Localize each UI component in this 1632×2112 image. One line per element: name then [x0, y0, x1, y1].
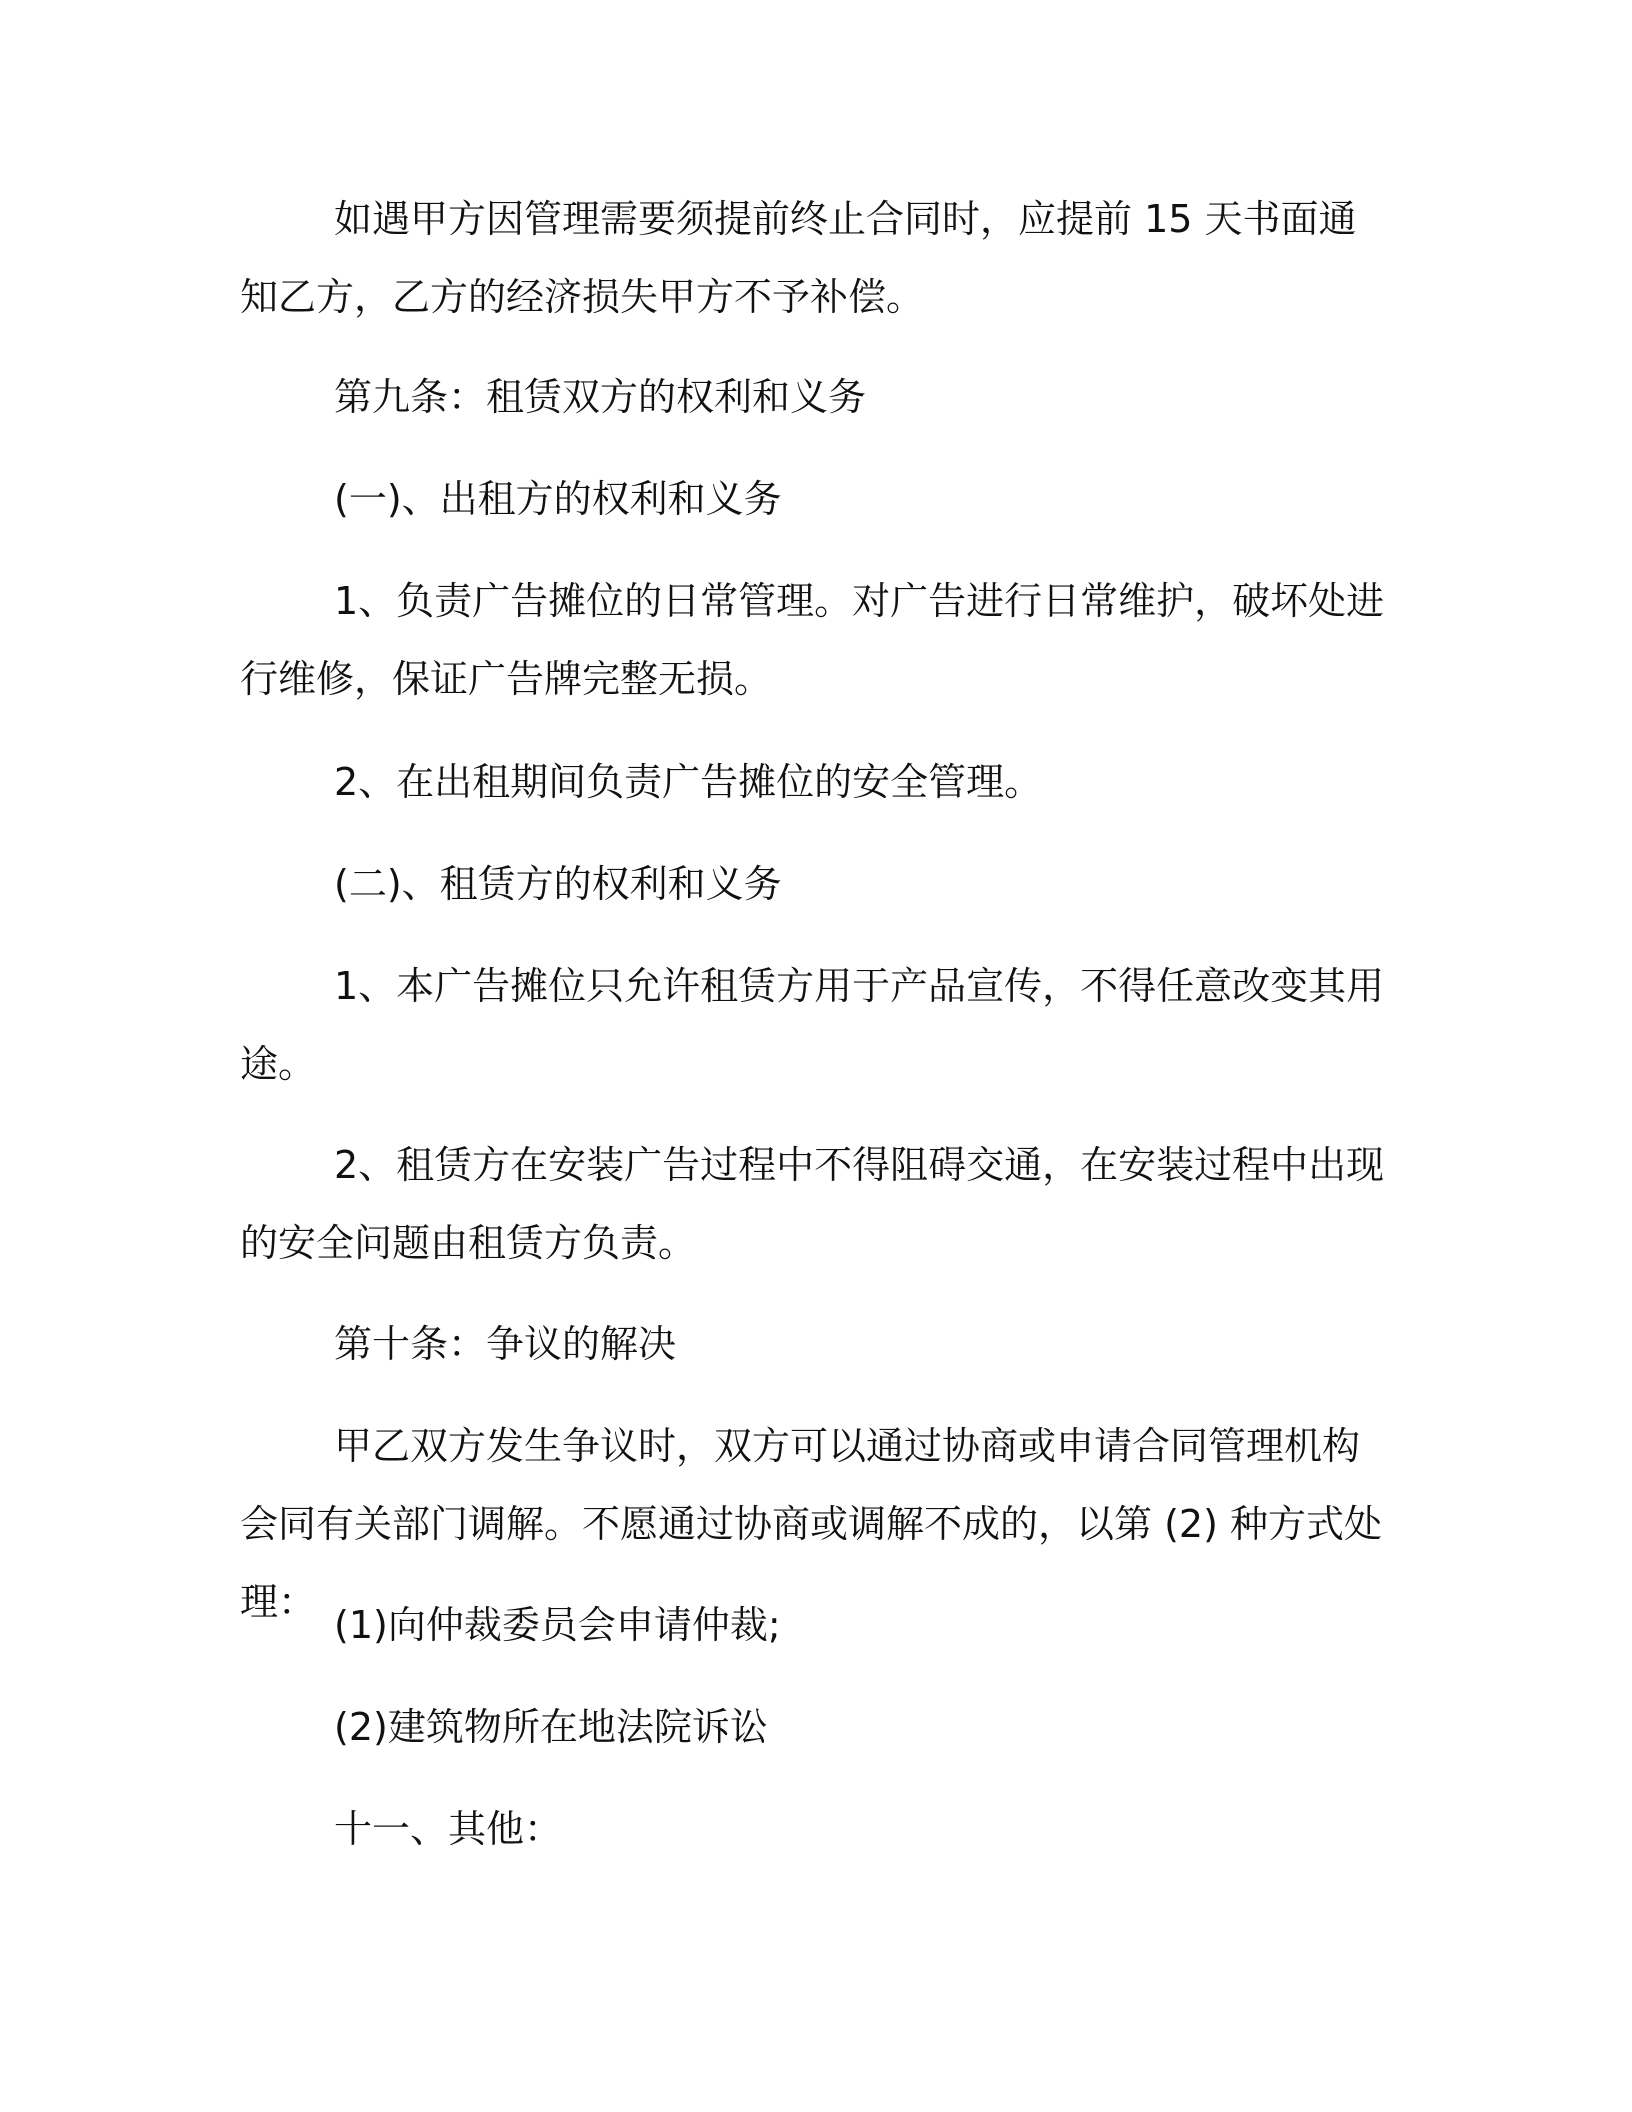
dispute-option-2: (2)建筑物所在地法院诉讼: [334, 1705, 768, 1749]
section-lessee-heading: (二)、租赁方的权利和义务: [334, 862, 782, 906]
paragraph-termination-notice: 如遇甲方因管理需要须提前终止合同时，应提前 15 天书面通知乙方，乙方的经济损失甲方不予补偿。: [240, 197, 1357, 319]
lessor-item-1: 1、负责广告摊位的日常管理。对广告进行日常维护，破坏处进行维修，保证广告牌完整无损。: [240, 579, 1385, 701]
article-11-heading: 十一、其他：: [334, 1807, 563, 1851]
lessor-item-2: 2、在出租期间负责广告摊位的安全管理。: [334, 760, 1043, 804]
article-9-heading: 第九条：租赁双方的权利和义务: [334, 375, 867, 419]
section-lessor-heading: (一)、出租方的权利和义务: [334, 477, 782, 521]
dispute-option-1: (1)向仲裁委员会申请仲裁;: [334, 1603, 781, 1647]
lessee-item-2: 2、租赁方在安装广告过程中不得阻碍交通，在安装过程中出现的安全问题由租赁方负责。: [240, 1143, 1385, 1265]
dispute-resolution-paragraph: 甲乙双方发生争议时，双方可以通过协商或申请合同管理机构会同有关部门调解。不愿通过协商或调解不成的，以第 (2) 种方式处理：: [240, 1424, 1382, 1624]
article-10-heading: 第十条：争议的解决: [334, 1322, 677, 1366]
lessee-item-1: 1、本广告摊位只允许租赁方用于产品宣传，不得任意改变其用途。: [240, 964, 1385, 1086]
